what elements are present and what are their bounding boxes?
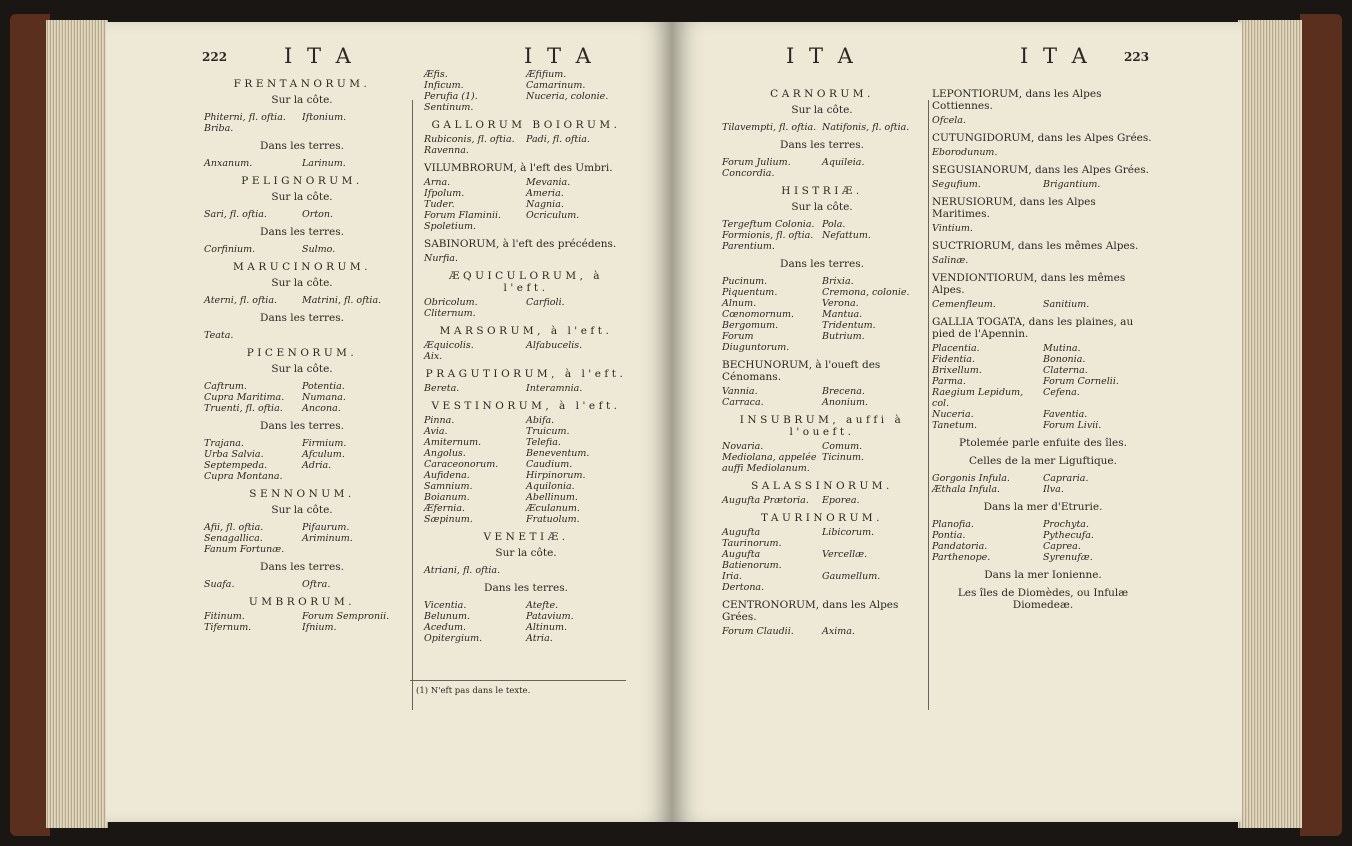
- section-subheading: Sur la côte.: [271, 363, 333, 375]
- place-name: Matrini, fl. oftia.: [302, 295, 382, 306]
- place-name: Æquicolis.: [424, 340, 474, 351]
- place-name: Ilva.: [1043, 484, 1064, 495]
- place-name: Brixia.: [822, 276, 854, 287]
- place-name: Carfioli.: [526, 297, 565, 308]
- place-name: Verona.: [822, 298, 859, 309]
- page-number: 223: [1124, 50, 1150, 64]
- place-name: [822, 582, 922, 593]
- section-subheading: Dans les terres.: [260, 561, 344, 573]
- place-name: Spoletium.: [424, 221, 476, 232]
- place-name: Aquileia.: [822, 157, 865, 168]
- place-name: Forum Julium.: [722, 157, 791, 168]
- place-name: Amiternum.: [424, 437, 482, 448]
- place-name: [302, 123, 400, 134]
- place-name: Pucinum.: [722, 276, 768, 287]
- place-name: Sanitium.: [1043, 299, 1090, 310]
- place-name: Ameria.: [526, 188, 564, 199]
- place-list: [722, 157, 922, 179]
- place-name: Nuceria, colonie.: [526, 91, 609, 102]
- place-name: Sentinum.: [424, 102, 474, 113]
- left-page: [106, 22, 672, 822]
- place-name: Alnum.: [722, 298, 757, 309]
- place-list: [722, 441, 922, 474]
- column-left: [204, 74, 400, 639]
- place-name: Anonium.: [822, 397, 869, 408]
- place-name: Mantua.: [822, 309, 863, 320]
- place-name: Hirpinorum.: [526, 470, 586, 481]
- place-name: Placentia.: [932, 343, 980, 354]
- column-rule: [928, 100, 929, 710]
- place-name: Nurfia.: [424, 253, 458, 264]
- place-name: [526, 565, 628, 576]
- place-name: Orton.: [302, 209, 334, 220]
- place-name: [1043, 255, 1154, 266]
- place-name: Pythecufa.: [1043, 530, 1094, 541]
- place-name: Carraca.: [722, 397, 764, 408]
- place-list: [424, 134, 628, 156]
- place-name: Salinæ.: [932, 255, 969, 266]
- place-name: Inficum.: [424, 80, 464, 91]
- place-name: Bereta.: [424, 383, 460, 394]
- footnote-rule: [410, 680, 626, 681]
- place-name: Brigantium.: [1043, 179, 1101, 190]
- place-name: Mediolana, appelée: [722, 452, 817, 463]
- place-name: Abifa.: [526, 415, 555, 426]
- place-name: Pifaurum.: [302, 522, 350, 533]
- place-name: Potentia.: [302, 381, 345, 392]
- place-list: [722, 276, 922, 353]
- place-name: auffi Mediolanum.: [722, 463, 810, 474]
- place-name: Beneventum.: [526, 448, 590, 459]
- place-name: Forum Flaminii.: [424, 210, 502, 221]
- section-heading: PRAGUTIORUM, à l'eft.: [425, 368, 627, 380]
- place-name: Fitinum.: [204, 611, 245, 622]
- section-subheading: Dans les terres.: [260, 226, 344, 238]
- place-name: Augufta Prætoria.: [722, 495, 809, 506]
- place-name: Trajana.: [204, 438, 244, 449]
- place-name: Fanum Fortunæ.: [204, 544, 285, 555]
- place-name: Oftra.: [302, 579, 331, 590]
- section-heading: ÆQUICULORUM, à l'eft.: [448, 270, 604, 294]
- place-name: Anxanum.: [204, 158, 253, 169]
- place-list: [932, 343, 1154, 431]
- section-heading: NERUSIORUM, dans les Alpes Maritimes.: [932, 196, 1096, 220]
- section-heading: VESTINORUM, à l'eft.: [431, 400, 621, 412]
- place-name: [526, 253, 628, 264]
- place-name: Parentium.: [722, 241, 775, 252]
- place-name: Dertona.: [722, 582, 765, 593]
- place-name: Angolus.: [424, 448, 466, 459]
- place-name: Opitergium.: [424, 633, 483, 644]
- right-page: [672, 22, 1242, 822]
- place-name: Interamnia.: [526, 383, 583, 394]
- place-name: Vannia.: [722, 386, 758, 397]
- place-name: Cemenfleum.: [932, 299, 996, 310]
- place-name: Ifnium.: [302, 622, 337, 633]
- section-heading: SABINORUM, à l'eft des précédens.: [424, 238, 617, 250]
- place-name: Cupra Montana.: [204, 471, 283, 482]
- place-name: Vicentia.: [424, 600, 467, 611]
- place-name: [1043, 147, 1154, 158]
- page-number: 222: [202, 50, 228, 64]
- place-name: Ofcela.: [932, 115, 966, 126]
- place-name: Ravenna.: [424, 145, 469, 156]
- section-subheading: Sur la côte.: [791, 201, 853, 213]
- place-name: Atriani, fl. oftia.: [424, 565, 501, 576]
- place-name: Abellinum.: [526, 492, 578, 503]
- place-name: Tilavempti, fl. oftia.: [722, 122, 817, 133]
- place-name: Tifernum.: [204, 622, 252, 633]
- place-list: [424, 383, 628, 394]
- place-name: Pandatoria.: [932, 541, 988, 552]
- place-name: Perufia (1).: [424, 91, 478, 102]
- place-list: [932, 255, 1154, 266]
- section-heading: PICENORUM.: [246, 347, 358, 359]
- section-heading: SEGUSIANORUM, dans les Alpes Grées.: [932, 164, 1149, 176]
- place-name: Fratuolum.: [526, 514, 580, 525]
- place-name: Cremona, colonie.: [822, 287, 910, 298]
- place-name: Natifonis, fl. oftia.: [822, 122, 910, 133]
- section-heading: VILUMBRORUM, à l'eft des Umbri.: [424, 162, 613, 174]
- running-head: I T A: [284, 44, 355, 68]
- section-subheading: Sur la côte.: [271, 504, 333, 516]
- place-list: [424, 415, 628, 525]
- place-name: Caudium.: [526, 459, 573, 470]
- place-name: Aix.: [424, 351, 443, 362]
- section-heading: UMBRORUM.: [248, 596, 356, 608]
- place-list: [722, 219, 922, 252]
- section-heading: GALLORUM BOIORUM.: [431, 119, 621, 131]
- place-name: [822, 168, 922, 179]
- place-name: Ancona.: [302, 403, 341, 414]
- place-name: Camarinum.: [526, 80, 586, 91]
- place-name: Acedum.: [424, 622, 467, 633]
- place-name: [302, 544, 400, 555]
- place-name: Forum Diuguntorum.: [722, 331, 790, 353]
- section-heading: GALLIA TOGATA, dans les plaines, au pied de l'Apennin.: [932, 316, 1134, 340]
- place-name: Mevania.: [526, 177, 571, 188]
- place-name: Prochyta.: [1043, 519, 1089, 530]
- place-name: Caraceonorum.: [424, 459, 499, 470]
- section-heading: CUTUNGIDORUM, dans les Alpes Grées.: [932, 132, 1152, 144]
- place-name: [526, 145, 628, 156]
- place-name: Corfinium.: [204, 244, 256, 255]
- place-name: Ticinum.: [822, 452, 864, 463]
- running-head: I T A: [524, 44, 595, 68]
- section-heading: PELIGNORUM.: [241, 175, 363, 187]
- place-name: Sari, fl. oftia.: [204, 209, 267, 220]
- column-rule: [412, 100, 413, 710]
- place-list: [204, 522, 400, 555]
- section-heading: MARUCINORUM.: [233, 261, 371, 273]
- place-list: [932, 223, 1154, 234]
- place-name: Pinna.: [424, 415, 455, 426]
- place-name: Bononia.: [1043, 354, 1086, 365]
- section-subheading: Sur la côte.: [495, 547, 557, 559]
- section-subheading: Dans les terres.: [260, 420, 344, 432]
- place-name: Truicum.: [526, 426, 570, 437]
- section-heading: MARSORUM, à l'eft.: [439, 325, 613, 337]
- place-name: Afculum.: [302, 449, 345, 460]
- place-list: [932, 147, 1154, 158]
- section-subheading: Sur la côte.: [791, 104, 853, 116]
- place-name: Æculanum.: [526, 503, 580, 514]
- place-list: [204, 579, 400, 590]
- running-head: I T A: [1020, 44, 1091, 68]
- place-name: Briba.: [204, 123, 234, 134]
- place-name: Ocriculum.: [526, 210, 580, 221]
- place-list: [424, 565, 628, 576]
- place-name: Faventia.: [1043, 409, 1088, 420]
- place-list: [204, 611, 400, 633]
- place-name: Alfabucelis.: [526, 340, 583, 351]
- place-name: Ariminum.: [302, 533, 353, 544]
- place-name: Aterni, fl. oftia.: [204, 295, 278, 306]
- place-name: Tuder.: [424, 199, 455, 210]
- place-name: Cupra Maritima.: [204, 392, 285, 403]
- place-name: Planofia.: [932, 519, 974, 530]
- place-list: [204, 295, 400, 306]
- book-cover-right: [1300, 14, 1342, 836]
- place-name: Vintium.: [932, 223, 973, 234]
- place-name: Nagnia.: [526, 199, 564, 210]
- place-name: Capraria.: [1043, 473, 1089, 484]
- place-name: Numana.: [302, 392, 346, 403]
- place-name: Parthenope.: [932, 552, 991, 563]
- place-name: Obricolum.: [424, 297, 478, 308]
- place-name: Samnium.: [424, 481, 473, 492]
- place-list: [204, 244, 400, 255]
- place-name: [1043, 115, 1154, 126]
- place-list: [932, 115, 1154, 126]
- place-name: [302, 471, 400, 482]
- place-name: Brixellum.: [932, 365, 982, 376]
- place-name: Piquentum.: [722, 287, 778, 298]
- place-list: [424, 340, 628, 362]
- column-right: [424, 66, 628, 650]
- place-name: [822, 463, 922, 474]
- place-name: Altinum.: [526, 622, 568, 633]
- place-name: Belunum.: [424, 611, 471, 622]
- place-name: Tanetum.: [932, 420, 977, 431]
- place-name: Padi, fl. oftia.: [526, 134, 590, 145]
- section-subheading: Dans les terres.: [260, 312, 344, 324]
- place-name: Gaumellum.: [822, 571, 881, 582]
- section-subheading: Sur la côte.: [271, 277, 333, 289]
- section-heading: INSUBRUM, auffi à l'oueft.: [739, 414, 905, 438]
- place-name: Patavium.: [526, 611, 574, 622]
- place-list: [204, 438, 400, 482]
- place-name: [302, 330, 400, 341]
- place-name: Æfernia.: [424, 503, 466, 514]
- place-name: Butrium.: [822, 331, 865, 342]
- section-subheading: Dans la mer Ionienne.: [984, 569, 1102, 581]
- section-heading: TAURINORUM.: [760, 512, 884, 524]
- section-heading: CARNORUM.: [770, 88, 874, 100]
- place-name: Aquilonia.: [526, 481, 575, 492]
- place-name: Tridentum.: [822, 320, 876, 331]
- place-list: [204, 112, 400, 134]
- place-name: Rubiconis, fl. oftia.: [424, 134, 515, 145]
- place-name: Æfifium.: [526, 69, 567, 80]
- place-name: Iftonium.: [302, 112, 347, 123]
- place-name: Cœnomornum.: [722, 309, 795, 320]
- section-subheading: Ptolemée parle enfuite des îles.: [959, 437, 1127, 449]
- book-cover-left: [10, 14, 50, 836]
- column-right: [932, 84, 1154, 617]
- place-name: Augufta Taurinorum.: [722, 527, 782, 549]
- section-heading: FRENTANORUM.: [233, 78, 371, 90]
- place-list: [722, 527, 922, 593]
- place-name: Gorgonis Infula.: [932, 473, 1010, 484]
- place-list: [424, 297, 628, 319]
- section-heading: VENETIÆ.: [483, 531, 569, 543]
- section-subheading: Les îles de Diomèdes, ou Infulæ Diomedeæ.: [957, 587, 1129, 611]
- place-name: Forum Sempronii.: [302, 611, 390, 622]
- place-name: Suafa.: [204, 579, 235, 590]
- place-name: Syrenufæ.: [1043, 552, 1093, 563]
- place-name: Phiterni, fl. oftia.: [204, 112, 286, 123]
- running-head: I T A: [786, 44, 857, 68]
- column-left: [722, 84, 922, 643]
- place-name: Vercellæ.: [822, 549, 868, 560]
- place-name: Sæpinum.: [424, 514, 473, 525]
- place-name: Teata.: [204, 330, 234, 341]
- section-heading: VENDIONTIORUM, dans les mêmes Alpes.: [932, 272, 1126, 296]
- place-name: Brecena.: [822, 386, 865, 397]
- place-list: [932, 179, 1154, 190]
- place-name: Axima.: [822, 626, 855, 637]
- section-heading: SALASSINORUM.: [751, 480, 893, 492]
- place-name: Avia.: [424, 426, 448, 437]
- place-list: [722, 386, 922, 408]
- place-name: Pontia.: [932, 530, 966, 541]
- place-list: [204, 381, 400, 414]
- place-name: Formionis, fl. oftia.: [722, 230, 814, 241]
- place-name: Caftrum.: [204, 381, 247, 392]
- place-list: [424, 69, 628, 113]
- place-name: Septempeda.: [204, 460, 268, 471]
- place-list: [722, 626, 922, 637]
- place-name: [526, 351, 628, 362]
- place-name: Tergeftum Colonia.: [722, 219, 815, 230]
- place-name: Mutina.: [1043, 343, 1081, 354]
- place-list: [424, 253, 628, 264]
- place-name: Libicorum.: [822, 527, 875, 538]
- section-subheading: Sur la côte.: [271, 94, 333, 106]
- place-name: Pola.: [822, 219, 846, 230]
- place-name: Claterna.: [1043, 365, 1088, 376]
- place-name: Fidentia.: [932, 354, 975, 365]
- place-list: [424, 177, 628, 232]
- place-name: [526, 221, 628, 232]
- place-name: Arna.: [424, 177, 451, 188]
- place-list: [932, 299, 1154, 310]
- place-name: Eporea.: [822, 495, 860, 506]
- place-name: Nuceria.: [932, 409, 974, 420]
- place-name: Iria.: [722, 571, 743, 582]
- place-list: [204, 209, 400, 220]
- place-name: Afii, fl. oftia.: [204, 522, 264, 533]
- place-name: Aufidena.: [424, 470, 470, 481]
- place-list: [932, 473, 1154, 495]
- section-heading: LEPONTIORUM, dans les Alpes Cottiennes.: [932, 88, 1102, 112]
- section-heading: SUCTRIORUM, dans les mêmes Alpes.: [932, 240, 1139, 252]
- section-subheading: Dans les terres.: [260, 140, 344, 152]
- place-name: Larinum.: [302, 158, 346, 169]
- place-name: Senagallica.: [204, 533, 263, 544]
- place-name: Segufium.: [932, 179, 981, 190]
- place-list: [424, 600, 628, 644]
- section-heading: HISTRIÆ.: [781, 185, 863, 197]
- place-name: [526, 102, 628, 113]
- section-heading: BECHUNORUM, à l'oueft des Cénomans.: [722, 359, 881, 383]
- place-name: [1043, 223, 1154, 234]
- page-edges-right: [1238, 20, 1302, 828]
- place-name: Parma.: [932, 376, 966, 387]
- place-list: [204, 330, 400, 341]
- footnote: (1) N'eft pas dans le texte.: [416, 686, 531, 696]
- place-name: Raegium Lepidum, col.: [932, 387, 1024, 409]
- place-name: Firmium.: [302, 438, 347, 449]
- section-subheading: Dans la mer d'Etrurie.: [983, 501, 1103, 513]
- place-name: Atria.: [526, 633, 553, 644]
- place-list: [932, 519, 1154, 563]
- section-subheading: Dans les terres.: [780, 139, 864, 151]
- place-name: Ifpolum.: [424, 188, 465, 199]
- place-name: Telefia.: [526, 437, 561, 448]
- place-list: [722, 122, 922, 133]
- place-name: Novaria.: [722, 441, 764, 452]
- section-subheading: Celles de la mer Liguftique.: [969, 455, 1117, 467]
- place-name: Comum.: [822, 441, 863, 452]
- place-name: Bergomum.: [722, 320, 779, 331]
- section-subheading: Dans les terres.: [484, 582, 568, 594]
- place-name: [822, 241, 922, 252]
- place-name: Eborodunum.: [932, 147, 998, 158]
- section-heading: CENTRONORUM, dans les Alpes Grées.: [722, 599, 899, 623]
- place-name: Forum Cornelii.: [1043, 376, 1119, 387]
- place-name: Cliternum.: [424, 308, 476, 319]
- place-name: Augufta Batienorum.: [722, 549, 782, 571]
- place-name: Nefattum.: [822, 230, 871, 241]
- section-subheading: Dans les terres.: [780, 258, 864, 270]
- place-name: Urba Salvia.: [204, 449, 264, 460]
- page-edges-left: [46, 20, 108, 828]
- place-name: Boianum.: [424, 492, 470, 503]
- place-name: [526, 308, 628, 319]
- place-name: Caprea.: [1043, 541, 1081, 552]
- place-list: [722, 495, 922, 506]
- section-heading: SENNONUM.: [249, 488, 355, 500]
- place-name: Forum Livii.: [1043, 420, 1102, 431]
- section-subheading: Sur la côte.: [271, 191, 333, 203]
- place-name: Concordia.: [722, 168, 775, 179]
- place-list: [204, 158, 400, 169]
- place-name: Truenti, fl. oftia.: [204, 403, 283, 414]
- place-name: Æthala Infula.: [932, 484, 1001, 495]
- place-name: Æfis.: [424, 69, 448, 80]
- place-name: Adria.: [302, 460, 332, 471]
- place-name: Cefena.: [1043, 387, 1080, 398]
- place-name: Forum Claudii.: [722, 626, 794, 637]
- place-name: Atefte.: [526, 600, 559, 611]
- place-name: Sulmo.: [302, 244, 336, 255]
